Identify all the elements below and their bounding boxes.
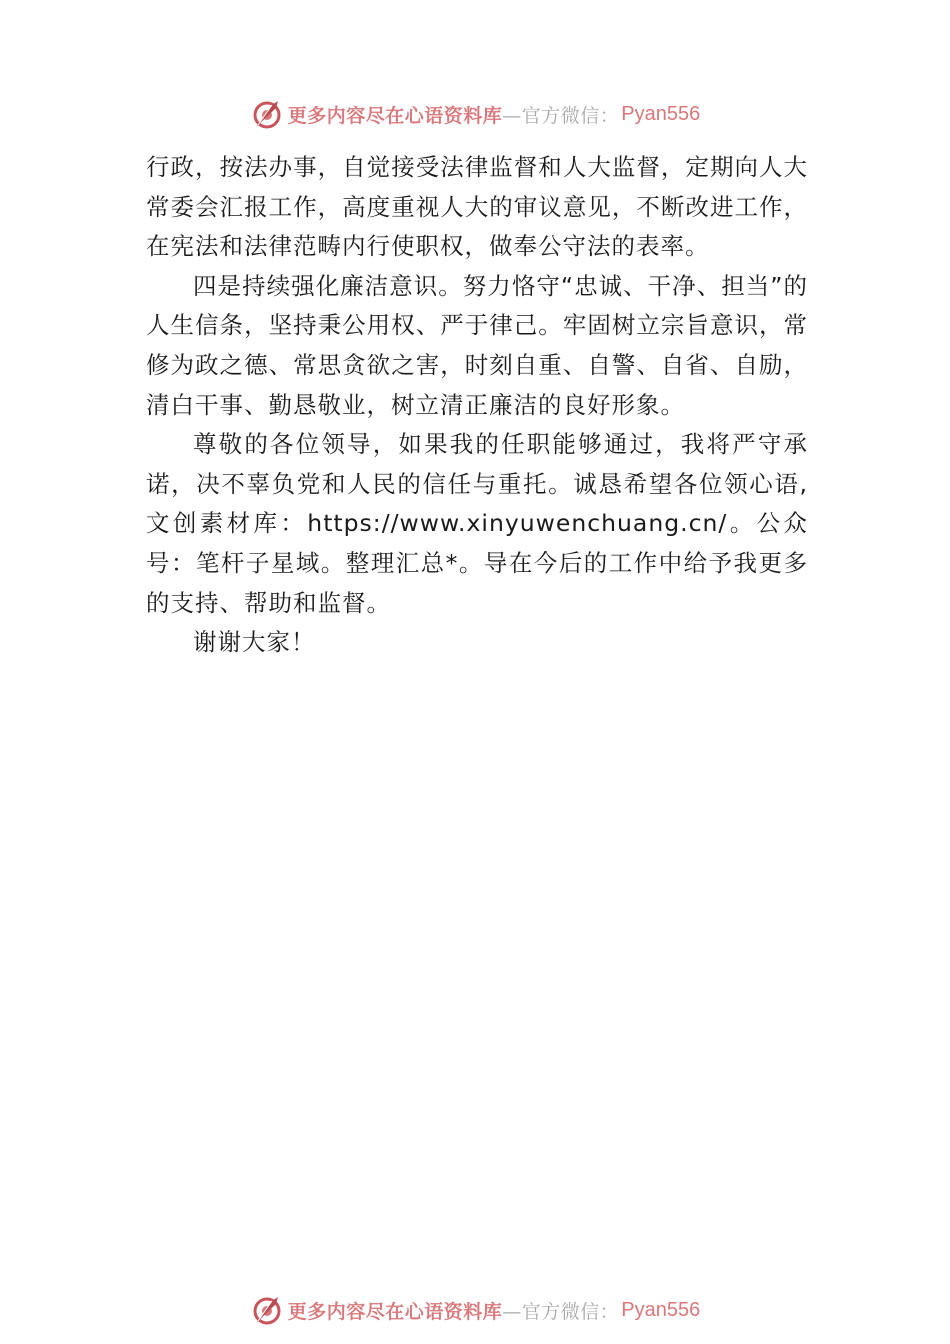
quill-pen-logo-icon — [250, 97, 284, 131]
paragraph-thanks: 谢谢大家！ — [193, 628, 316, 657]
footer-banner-wechat-id: Pyan556 — [621, 1298, 701, 1321]
footer-banner-wechat-label: —官方微信： — [502, 1300, 620, 1323]
header-banner-title: 更多内容尽在心语资料库 — [287, 104, 503, 127]
document-body — [146, 148, 808, 663]
quill-pen-logo-icon — [250, 1293, 284, 1327]
paragraph-integrity: 四是持续强化廉洁意识。努力恪守“忠诚、干净、担当”的人生信条，坚持秉公用权、严于律己。牢固树立宗旨意识，常修为政之德、常思贪欲之害，时刻自重、自警、自省、自励，清白干事、勤恳敬业，树立清正廉洁的良好形象。 — [146, 271, 808, 419]
footer-banner-title: 更多内容尽在心语资料库 — [287, 1300, 503, 1323]
paragraph-continuation: 行政，按法办事，自觉接受法律监督和人大监督，定期向人大常委会汇报工作，高度重视人大的审议意见，不断改进工作，在宪法和法律范畴内行使职权，做奉公守法的表率。 — [146, 153, 808, 261]
paragraph-commitment: 尊敬的各位领导，如果我的任职能够通过，我将严守承诺，决不辜负党和人民的信任与重托。诚恳希望各位领心语,文创素材库：https://www.xinyuwenchuang.cn/。公众号：笔杆子星域。整理汇总*。导在今后的工作中给予我更多的支持、帮助和监督。 — [146, 430, 808, 617]
header-banner-wechat-id: Pyan556 — [621, 102, 701, 125]
header-banner — [0, 94, 950, 134]
footer-banner — [0, 1290, 950, 1330]
header-banner-wechat-label: —官方微信： — [502, 104, 620, 127]
